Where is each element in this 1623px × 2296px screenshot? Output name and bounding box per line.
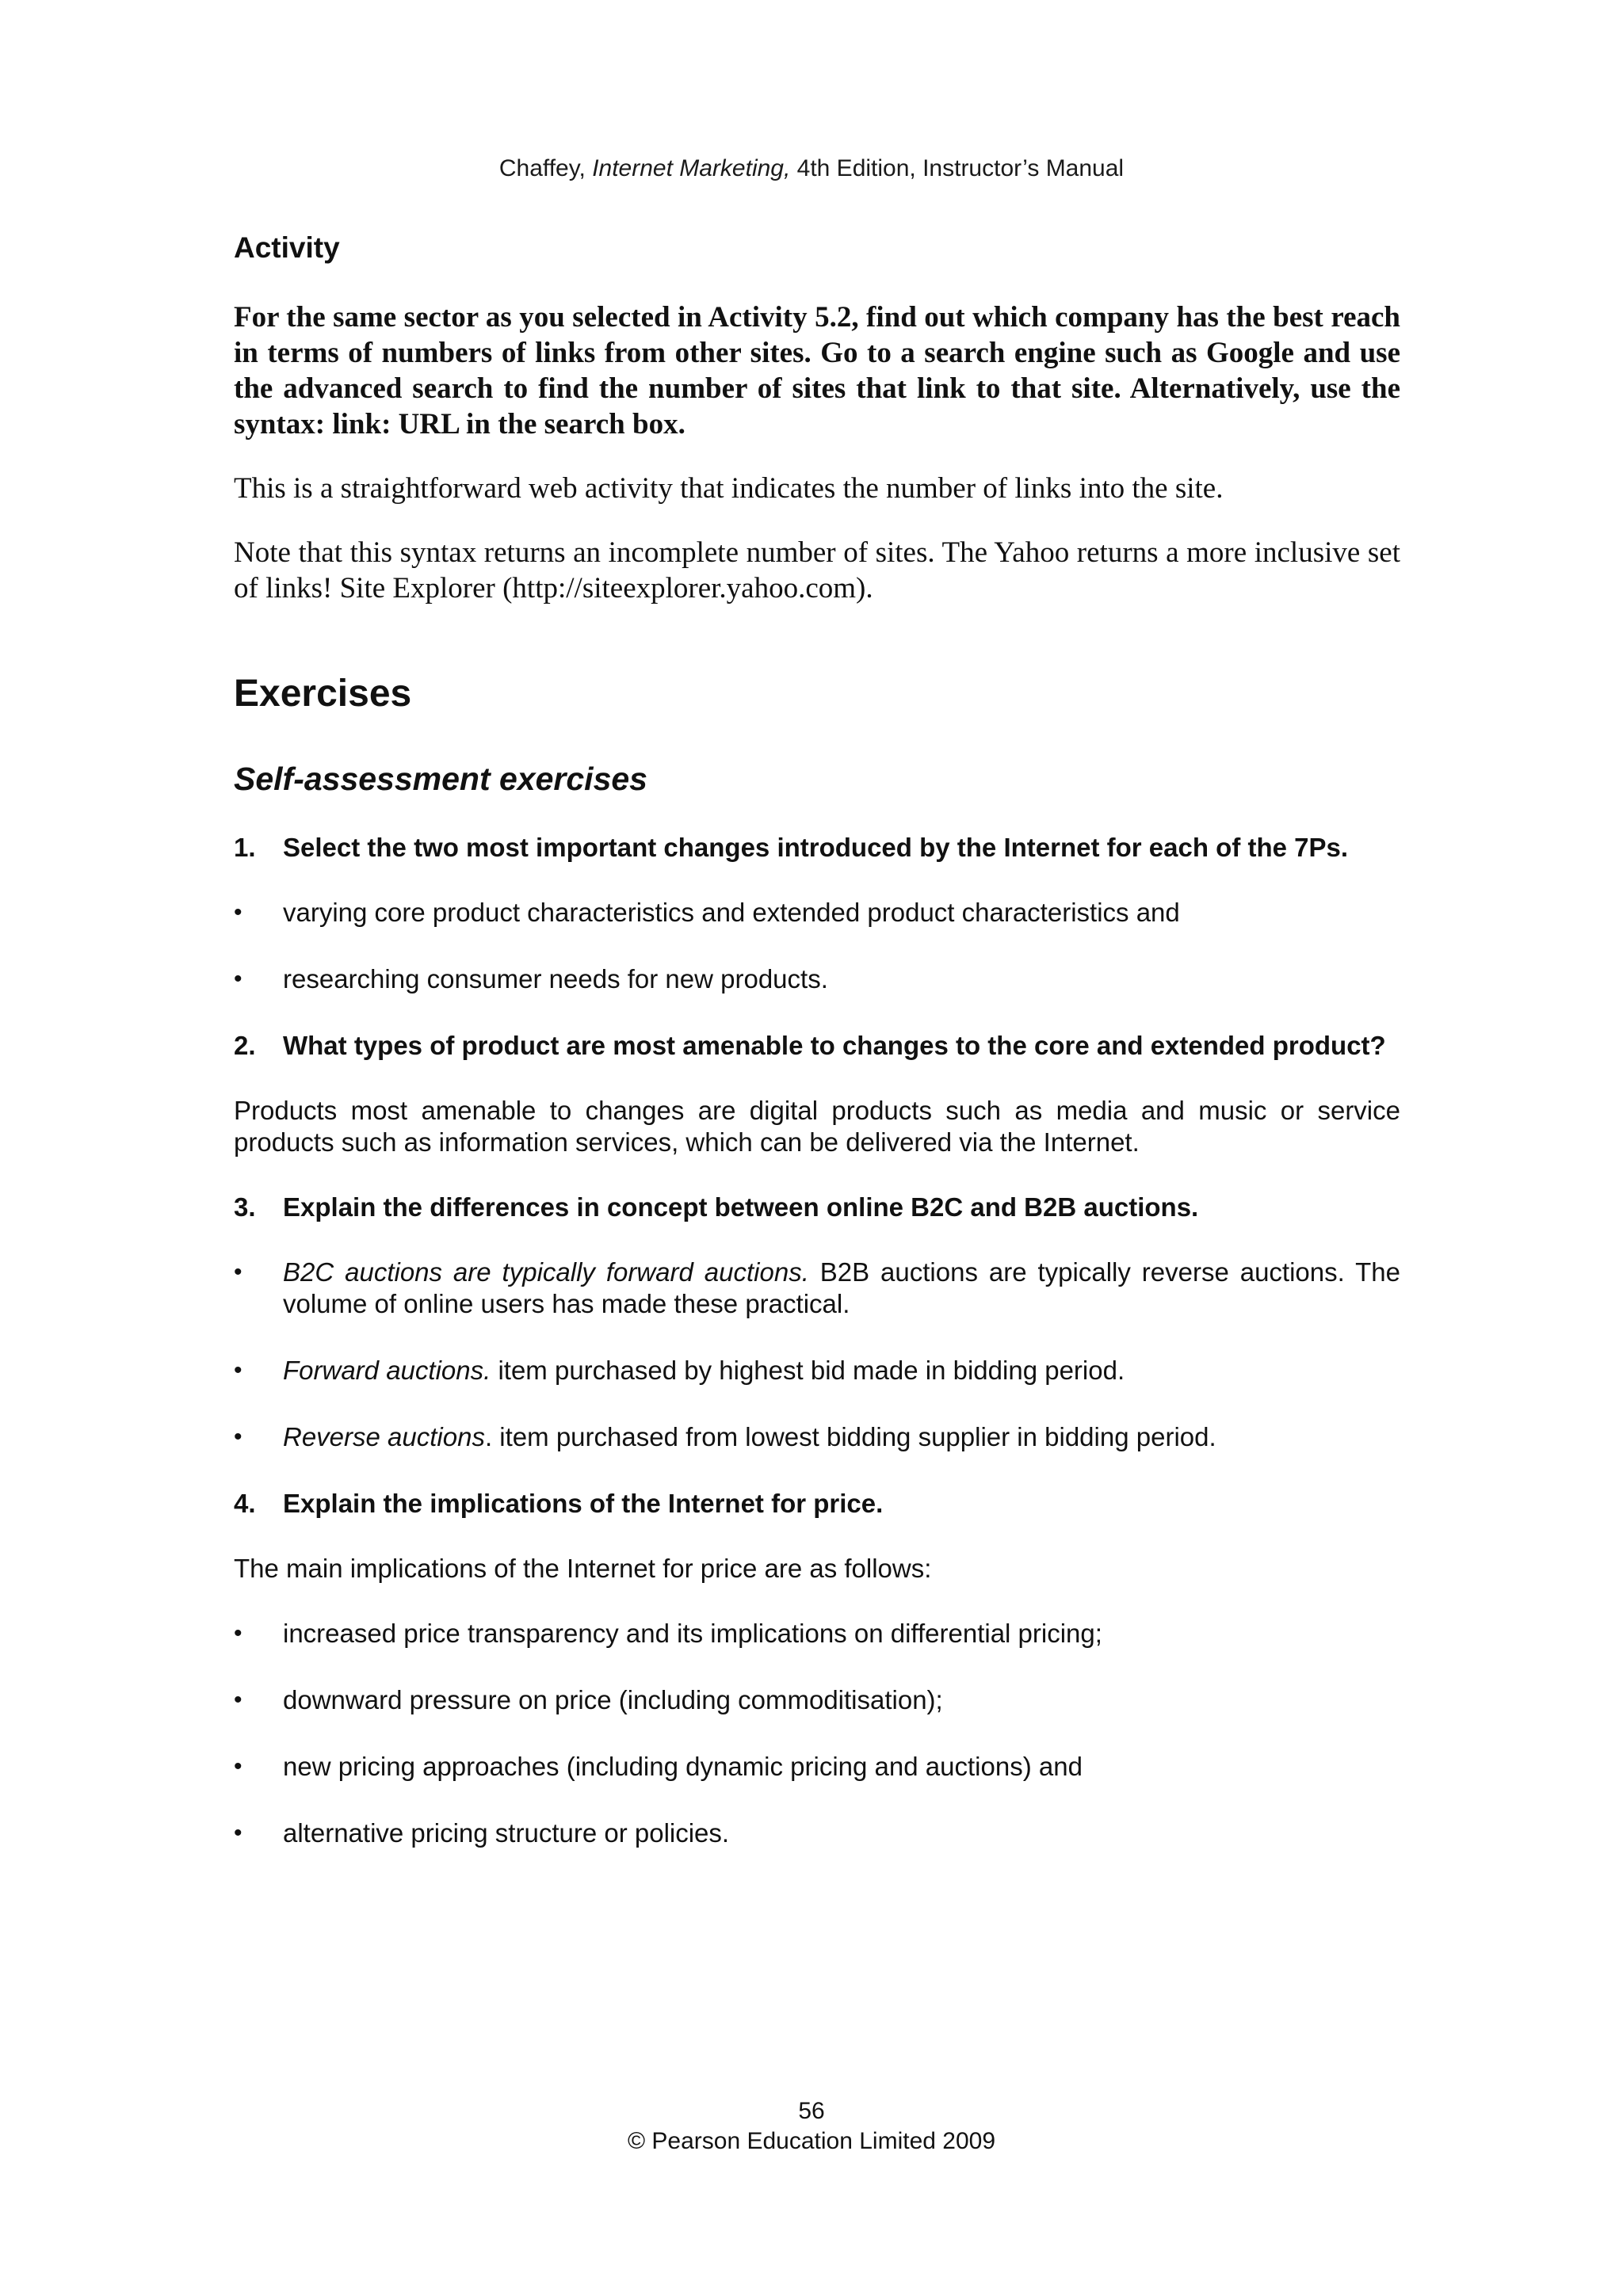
exercises-heading: Exercises <box>234 673 412 715</box>
question-text: Select the two most important changes introduced by the Internet for each of the 7Ps. <box>283 833 1349 863</box>
list-item <box>234 963 1400 995</box>
header-author: Chaffey, <box>498 155 593 181</box>
list-item <box>234 897 1400 929</box>
activity-prompt: For the same sector as you selected in Activity 5.2, find out which company has the best reach in terms of numbers of links from other sites. Go to a search engine such as Google and use the advanced search to find the number of sites that link to that site. Alternatively, use the syntax: link: URL in the search box. <box>234 301 1400 441</box>
question-4-intro: The main implications of the Internet for price are as follows: <box>234 1554 932 1584</box>
bullet-icon: • <box>234 1357 242 1384</box>
list-item-text: increased price transparency and its implications on differential pricing; <box>283 1619 1102 1649</box>
activity-answer-2: Note that this syntax returns an incomplete number of sites. The Yahoo returns a more inclusive set of links! Site Explorer (http://siteexplorer.yahoo.com). <box>234 536 1400 605</box>
question-3 <box>234 1192 1400 1223</box>
bullet-icon: • <box>234 1687 242 1714</box>
list-item-text: alternative pricing structure or policies. <box>283 1818 730 1848</box>
list-item <box>234 1355 1400 1386</box>
list-item-text: varying core product characteristics and extended product characteristics and <box>283 898 1180 928</box>
list-item-emphasis: Reverse auctions <box>283 1422 485 1452</box>
bullet-icon: • <box>234 1259 242 1286</box>
activity-heading: Activity <box>234 231 340 264</box>
copyright-notice: © Pearson Education Limited 2009 <box>627 2128 996 2154</box>
question-text: Explain the implications of the Internet for price. <box>283 1489 884 1519</box>
bullet-icon: • <box>234 1620 242 1647</box>
question-1 <box>234 832 1400 864</box>
bullet-icon: • <box>234 1820 242 1847</box>
question-number: 2. <box>234 1031 256 1061</box>
question-text: Explain the differences in concept between online B2C and B2B auctions. <box>283 1192 1199 1222</box>
question-4 <box>234 1488 1400 1520</box>
bullet-icon: • <box>234 966 242 993</box>
header-edition: 4th Edition, Instructor’s Manual <box>790 155 1125 181</box>
list-item <box>234 1817 1400 1849</box>
question-2 <box>234 1030 1400 1062</box>
list-item <box>234 1684 1400 1716</box>
list-item <box>234 1257 1400 1320</box>
page-content <box>234 230 1400 1884</box>
question-text: What types of product are most amenable to changes to the core and extended product? <box>283 1031 1386 1061</box>
running-header <box>0 155 1623 182</box>
list-item-text: item purchased by highest bid made in bidding period. <box>491 1356 1125 1386</box>
list-item <box>234 1618 1400 1650</box>
list-item-text: . item purchased from lowest bidding supplier in bidding period. <box>484 1422 1216 1452</box>
list-item-text: new pricing approaches (including dynamic pricing and auctions) and <box>283 1752 1083 1782</box>
page-number: 56 <box>798 2098 825 2124</box>
list-item-text: downward pressure on price (including commoditisation); <box>283 1685 943 1715</box>
question-number: 3. <box>234 1192 256 1222</box>
list-item <box>234 1751 1400 1783</box>
list-item-text: B2B auctions are typically reverse auctions. The volume of online users has made these practical. <box>283 1257 1400 1319</box>
question-number: 1. <box>234 833 256 863</box>
list-item-emphasis: Forward auctions. <box>283 1356 491 1386</box>
bullet-icon: • <box>234 899 242 926</box>
bullet-icon: • <box>234 1424 242 1451</box>
list-item-emphasis: B2C auctions are typically forward auctions. <box>283 1257 809 1287</box>
list-item <box>234 1421 1400 1453</box>
list-item-text: researching consumer needs for new products. <box>283 964 828 994</box>
question-number: 4. <box>234 1489 256 1519</box>
question-2-answer: Products most amenable to changes are digital products such as media and music or service products such as information services, which can be delivered via the Internet. <box>234 1096 1400 1158</box>
header-book-title: Internet Marketing, <box>592 155 791 181</box>
self-assessment-heading: Self-assessment exercises <box>234 760 647 797</box>
page-footer <box>0 2096 1623 2157</box>
bullet-icon: • <box>234 1753 242 1780</box>
activity-answer-1: This is a straightforward web activity that indicates the number of links into the site. <box>234 472 1224 505</box>
